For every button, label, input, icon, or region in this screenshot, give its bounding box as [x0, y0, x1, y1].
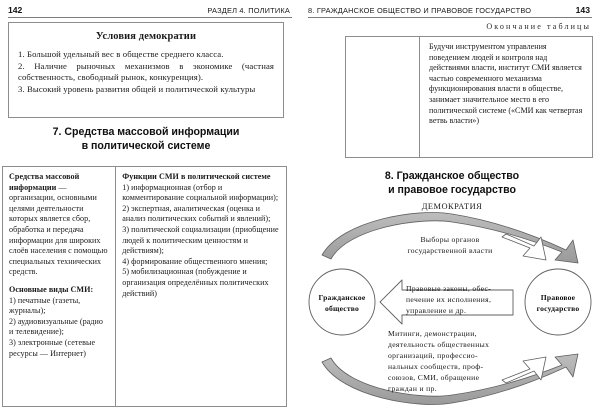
- right-page-folio: 143: [575, 5, 590, 15]
- mass-media-definition-body: — организации, основными целями деятельности которых является сбор, обработка и передача информации для широких слоёв населения с помощью специальных технических средств.: [9, 182, 108, 277]
- right-header-rule: [308, 17, 592, 18]
- continuation-table-text-cell: [420, 37, 592, 157]
- node-civil-society-line-1: Гражданское: [318, 293, 366, 302]
- lower-caption-line-5: союзов, СМИ, обращение: [388, 373, 480, 382]
- mass-media-definition-term: Средства массовой информации: [9, 172, 80, 192]
- continuation-table: [345, 36, 593, 158]
- node-civil-society: [309, 269, 375, 335]
- conditions-item-1: 1. Большой удельный вес в обществе среднего класса.: [18, 49, 224, 59]
- media-function-4: 4) формирование общественного мнения;: [122, 256, 268, 266]
- mass-media-types-title: Основные виды СМИ:: [9, 284, 94, 294]
- right-running-head: 8. ГРАЖДАНСКОЕ ОБЩЕСТВО И ПРАВОВОЕ ГОСУДАРСТВО: [308, 6, 532, 15]
- upper-flow-caption-line-2: государственной власти: [407, 246, 493, 255]
- lower-caption-line-6: граждан и пр.: [388, 384, 437, 393]
- conditions-of-democracy-box: [8, 22, 284, 118]
- lower-caption-line-2: деятельность общественных: [388, 340, 490, 349]
- media-functions-title: Функции СМИ в политической системе: [122, 172, 271, 181]
- section-7-heading-line-1: 7. Средства массовой информации: [52, 126, 240, 138]
- continuation-table-empty-cell: [346, 37, 420, 157]
- laws-caption-line-1: Правовые законы, обес-: [406, 284, 492, 293]
- right-page: [300, 0, 600, 409]
- media-function-2: 2) экспертная, аналитическая (оценка и анализ политических событий и явлений);: [122, 203, 271, 224]
- conditions-item-3: 3. Высокий уровень развития общей и политической культуры: [18, 83, 256, 94]
- left-header-rule: [8, 17, 292, 18]
- mass-media-definition: [9, 172, 109, 278]
- node-rule-of-law-line-1: Правовое: [540, 293, 576, 302]
- laws-caption-line-3: управление и др.: [406, 306, 467, 315]
- node-rule-of-law-line-2: государство: [536, 304, 580, 313]
- table-continuation-caption: Окончание таблицы: [486, 22, 591, 31]
- column-spacer: [9, 278, 109, 285]
- lower-caption-line-1: Митинги, демонстрации,: [388, 329, 477, 338]
- media-function-5: 5) мобилизационная (побуждение и организация определённых политических действий): [122, 267, 269, 298]
- civil-society-cycle-diagram: [300, 210, 600, 409]
- mass-media-type-1: 1) печатные (газеты, журналы);: [9, 295, 81, 316]
- section-7-heading-line-2: в политической системе: [81, 139, 211, 152]
- laws-caption-line-2: печение их исполнения,: [406, 295, 492, 304]
- left-running-head: РАЗДЕЛ 4. ПОЛИТИКА: [207, 6, 290, 15]
- continuation-table-paragraph: Будучи инструментом управления поведением людей и контроля над действиями власти, институт СМИ является частью современного механизма функционирования власти в обществе, занимает значительное место в его политической системе («СМИ как четвертая ветвь власти»): [429, 42, 583, 126]
- conditions-box-body: [18, 49, 274, 95]
- node-civil-society-line-2: общество: [324, 304, 360, 313]
- left-page-folio: 142: [8, 5, 23, 15]
- lower-caption-line-3: организаций, профессио-: [388, 351, 478, 360]
- section-7-heading: [8, 126, 284, 153]
- upper-flow-caption-line-1: Выборы органов: [420, 235, 480, 244]
- section-8-heading-line-2: и правовое государство: [388, 183, 516, 196]
- section-8-heading-line-1: 8. Гражданское общество: [384, 170, 520, 182]
- section-8-heading: [314, 170, 590, 197]
- conditions-box-title: Условия демократии: [95, 31, 197, 42]
- media-function-1: 1) информационная (отбор и комментирование социальной информации);: [122, 182, 279, 203]
- conditions-item-2: 2. Наличие рыночных механизмов в экономике (частная собственность, свободный рынок, конкуренция).: [18, 60, 274, 83]
- lower-caption-line-4: нальных сообществ, проф-: [388, 362, 484, 371]
- media-function-3: 3) политической социализации (приобщение людей к политическим ценностям и действиям);: [122, 224, 279, 256]
- node-rule-of-law-state: [525, 269, 591, 335]
- mass-media-type-3: 3) электронные (сетевые ресурсы — Интернет): [9, 337, 96, 358]
- mass-media-type-2: 2) аудиовизуальные (радио и телевидение);: [9, 316, 103, 337]
- diagram-top-label: ДЕМОКРАТИЯ: [421, 202, 483, 211]
- mass-media-table-column-functions: [116, 167, 286, 406]
- mass-media-table-column-definition: [3, 167, 116, 406]
- mass-media-table: [2, 166, 287, 407]
